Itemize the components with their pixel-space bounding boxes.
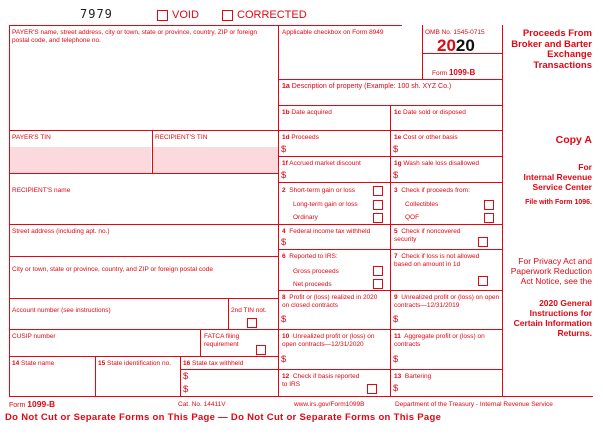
box-1a-label: 1a Description of property (Example: 100 sh. XYZ Co.) [282,83,452,90]
box-1e-label: 1e Cost or other basis [394,134,458,141]
box-13-dollar: $ [393,383,399,394]
cusip-label: CUSIP number [12,333,56,340]
omb-form-name: Form 1099-B [432,68,476,77]
mid-line-7 [278,249,503,250]
omb-left [422,25,423,79]
left-line-1 [9,130,279,131]
mid-line-6 [278,224,503,225]
void-checkbox[interactable] [157,10,168,21]
box-3-label: 3 Check if proceeds from: [394,187,470,194]
box-13-label: 13 Bartering [394,373,432,380]
left-line-4 [9,256,279,257]
copy-for: For [578,162,592,172]
payer-info-label: PAYER'S name, street address, city or town, state or province, country, ZIP or foreign postal code, and telephone no. [12,29,257,44]
box-9-label: 9 Unrealized profit or (loss) on open contracts—12/31/2019 [394,294,500,309]
box-4-dollar: $ [281,237,287,248]
ordinary-checkbox[interactable] [373,213,383,223]
copy-agency: Internal Revenue Service Center [523,172,592,192]
box-2-label: 2 Short-term gain or loss [282,187,355,194]
box-7-label: 7 Check if loss is not allowed based on amount in 1d [394,253,480,268]
box-9-dollar: $ [393,314,399,325]
state-div-2 [180,356,181,396]
collectibles-checkbox[interactable] [484,200,494,210]
gross-proceeds-label: Gross proceeds [293,268,339,275]
payer-tin-label: PAYER'S TIN [12,134,51,141]
city-label: City or town, state or province, country, and ZIP or foreign postal code [12,266,213,273]
account-label: Account number (see instructions) [12,307,111,314]
mid-line-4 [278,156,503,157]
footer-form: Form 1099-B [9,399,56,409]
tin-not-divider [228,298,229,329]
left-line-3 [9,224,279,225]
footer-dept: Department of the Treasury - Internal Revenue Service [395,401,553,408]
mid-line-10 [278,369,503,370]
box-1d-dollar: $ [281,144,287,155]
loss-not-allowed-checkbox[interactable] [478,276,488,286]
box-1g-dollar: $ [393,170,399,181]
box-10-dollar: $ [281,354,287,365]
cut-warning: Do Not Cut or Separate Forms on This Page — Do Not Cut or Separate Forms on This Page [5,412,442,423]
noncovered-checkbox[interactable] [478,237,488,247]
net-proceeds-checkbox[interactable] [373,279,383,289]
short-term-checkbox[interactable] [373,186,383,196]
box-1c-label: 1c Date sold or disposed [394,109,466,116]
box-16-dollar-2: $ [183,384,189,395]
right-divider [502,25,503,397]
qof-checkbox[interactable] [484,213,494,223]
tin-not-checkbox[interactable] [247,318,257,328]
void-label: VOID [172,9,199,21]
mid-line-2 [278,105,503,106]
form-bottom-border [9,396,593,397]
mid-line-3 [278,130,503,131]
box-8-dollar: $ [281,314,287,325]
box-15-label: 15 State identification no. [98,360,172,367]
long-term-checkbox[interactable] [373,200,383,210]
collectibles-label: Collectibles [405,201,439,208]
omb-number: OMB No. 1545-0715 [425,29,485,36]
net-proceeds-label: Net proceeds [293,281,332,288]
left-line-8 [180,369,279,370]
copy-title: Copy A [555,134,592,146]
fatca-checkbox[interactable] [256,345,266,355]
form-code: 7979 [80,7,113,21]
footer-url[interactable]: www.irs.gov/Form1099B [294,401,365,408]
left-line-7 [9,356,279,357]
privacy-notice: For Privacy Act and Paperwork Reduction Act Notice, see the [510,256,592,286]
footer-cat-no: Cat. No. 14411V [178,401,226,408]
recipient-tin-entry[interactable] [152,147,278,173]
box-11-label: 11 Aggregate profit or (loss) on contracts [394,333,485,348]
box-6-label: 6 Reported to IRS: [282,253,338,260]
mid-line-1 [278,79,503,80]
box-1f-dollar: $ [281,170,287,181]
form-left-border [9,25,10,396]
fatca-label: FATCA filing requirement [204,333,240,348]
box-1e-dollar: $ [393,144,399,155]
tin-not-label: 2nd TIN not. [231,307,267,314]
tin-divider [152,130,153,173]
state-div-1 [95,356,96,396]
box-1f-label: 1f Accrued market discount [282,160,361,167]
street-label: Street address (including apt. no.) [12,228,110,235]
box-12-label: 12 Check if basis reported to IRS [282,373,360,388]
corrected-checkbox[interactable] [222,10,233,21]
payer-info-entry[interactable] [12,50,274,128]
box-10-label: 10 Unrealized profit or (loss) on open contracts—12/31/2020 [282,333,375,348]
qof-label: QOF [405,214,420,221]
recipient-name-label: RECIPIENT'S name [12,187,71,194]
box-1g-label: 1g Wash sale loss disallowed [394,160,480,167]
mid-line-5 [278,182,503,183]
box-8-label: 8 Profit or (loss) realized in 2020 on closed contracts [282,294,378,309]
box-16-dollar-1: $ [183,371,189,382]
box-16-label: 16 State tax withheld [183,360,244,367]
gross-proceeds-checkbox[interactable] [373,266,383,276]
left-line-6 [9,329,279,330]
corrected-label: CORRECTED [237,9,307,21]
mid-divider [390,105,391,396]
box-14-label: 14 State name [12,360,55,367]
payer-tin-entry[interactable] [9,147,151,173]
ordinary-label: Ordinary [293,214,318,221]
left-line-5 [9,298,279,299]
long-term-label: Long-term gain or loss [293,201,358,208]
box-1d-label: 1d Proceeds [282,134,319,141]
checkbox-8949-label: Applicable checkbox on Form 8949 [282,29,384,36]
fatca-divider [200,329,201,356]
general-instructions: 2020 General Instructions for Certain Information Returns. [513,298,592,338]
form-title: Proceeds From Broker and Barter Exchange Transactions [511,28,592,71]
box-11-dollar: $ [393,354,399,365]
file-with: File with Form 1096. [525,199,592,206]
tax-year: 2020 [437,36,475,55]
box-1b-label: 1b Date acquired [282,109,332,116]
basis-reported-checkbox[interactable] [367,384,377,394]
mid-line-9 [278,329,503,330]
left-line-2 [9,173,279,174]
center-divider [278,25,279,396]
recipient-tin-label: RECIPIENT'S TIN [155,134,208,141]
box-5-label: 5 Check if noncovered security [394,228,461,243]
box-4-label: 4 Federal income tax withheld [282,228,371,235]
mid-line-8 [278,290,503,291]
form-top-border [9,25,402,26]
